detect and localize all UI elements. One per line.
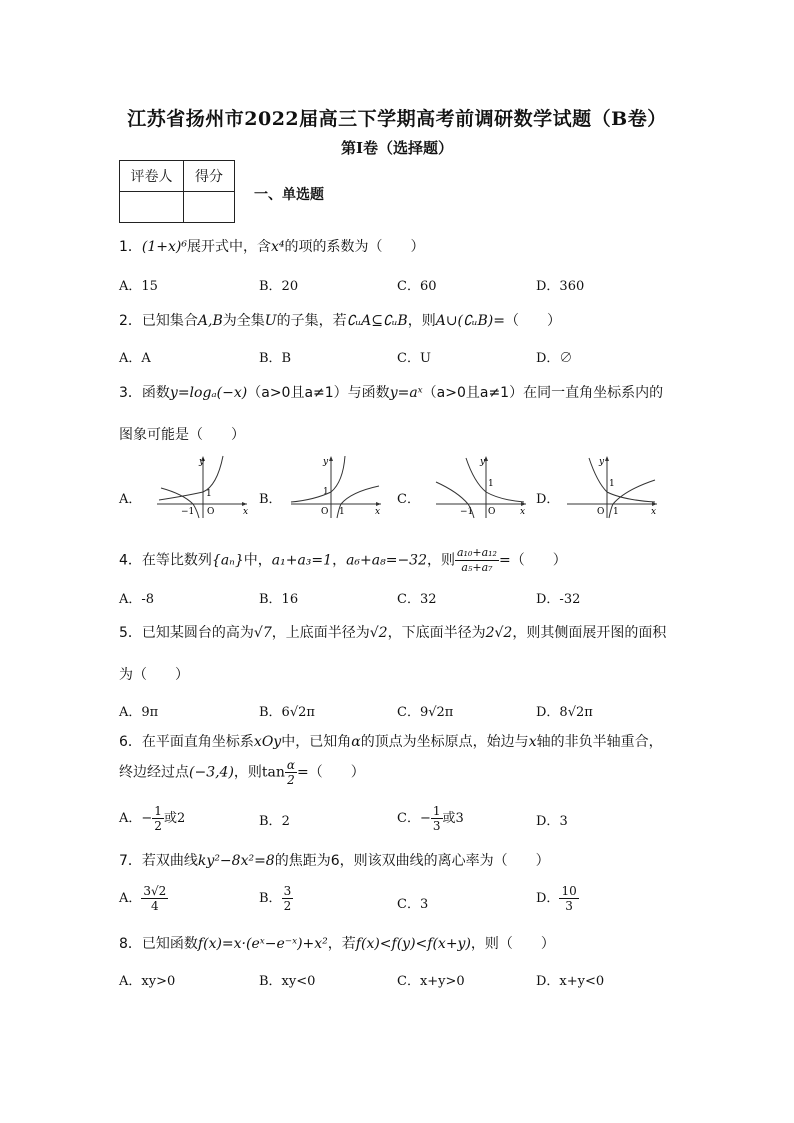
- q4-option-b[interactable]: B．16: [259, 592, 299, 607]
- grader-table: [119, 160, 235, 223]
- q3-option-c[interactable]: C．: [397, 492, 420, 507]
- q8-option-b[interactable]: B．xy<0: [259, 974, 316, 989]
- q8-option-d[interactable]: D．x+y<0: [536, 974, 605, 989]
- exam-subtitle: 第I卷（选择题）: [340, 139, 454, 157]
- svg-text:y: y: [199, 457, 205, 467]
- question-6: 6．在平面直角坐标系xOy中，已知角α的顶点为坐标原点，始边与x轴的非负半轴重合，: [119, 734, 663, 750]
- exam-title: 江苏省扬州市2022届高三下学期高考前调研数学试题（B卷）: [127, 108, 667, 130]
- q2-option-d[interactable]: D．∅: [536, 351, 573, 366]
- q7-option-d[interactable]: D． $\frac{10}{3}$: [536, 884, 577, 913]
- q7-option-a[interactable]: A． $\frac{3√2}{4}$: [119, 884, 167, 913]
- q6-option-d[interactable]: D．3: [536, 814, 568, 829]
- q5-option-d[interactable]: D．8√2π: [536, 705, 593, 720]
- q3-option-d[interactable]: D．: [536, 492, 560, 507]
- svg-text:O: O: [597, 507, 605, 517]
- q8-option-c[interactable]: C．x+y>0: [397, 974, 465, 989]
- svg-text:x: x: [651, 507, 657, 517]
- svg-text:O: O: [488, 507, 496, 517]
- q7-option-b[interactable]: B． $\frac{3}{2}$: [259, 884, 292, 913]
- q4-option-d[interactable]: D．-32: [536, 592, 581, 607]
- q6-option-a[interactable]: A．− $\frac{1}{2}$ 或2: [119, 804, 186, 833]
- q3-option-b[interactable]: B．: [259, 492, 282, 507]
- svg-text:x: x: [375, 507, 381, 517]
- svg-text:O: O: [207, 507, 215, 517]
- q2-option-a[interactable]: A．A: [119, 351, 151, 366]
- q1-option-d[interactable]: D．360: [536, 279, 585, 294]
- question-4: 4．在等比数列{aₙ}中，a₁+a₃=1，a₆+a₈=−32，则 $\frac{\text{a₁₀+a₁₂}}{\text{a₅+a₇}}$ =（ ）: [119, 546, 567, 574]
- q1-option-a[interactable]: A．15: [119, 279, 158, 294]
- question-1: 1．(1+x)⁶展开式中，含x⁴的项的系数为（ ）: [119, 239, 425, 255]
- q3-graph-a: [155, 452, 251, 520]
- q6-option-c[interactable]: C．− $\frac{1}{3}$ 或3: [397, 804, 464, 833]
- q4-option-c[interactable]: C．32: [397, 592, 437, 607]
- svg-text:y: y: [323, 457, 329, 467]
- svg-text:O: O: [321, 507, 329, 517]
- section-heading: 一、单选题: [254, 187, 324, 203]
- q3-graph-b: [289, 452, 385, 520]
- question-3-line2: 图象可能是（ ）: [119, 427, 245, 443]
- svg-text:1: 1: [609, 479, 615, 489]
- svg-text:−1: −1: [181, 507, 195, 517]
- score-cell: [184, 192, 235, 223]
- svg-text:−1: −1: [460, 507, 474, 517]
- svg-text:1: 1: [613, 507, 619, 517]
- q1-option-b[interactable]: B．20: [259, 279, 299, 294]
- svg-text:y: y: [480, 457, 486, 467]
- svg-text:x: x: [520, 507, 526, 517]
- score-header: 得分: [184, 161, 235, 192]
- q6-option-b[interactable]: B．2: [259, 814, 290, 829]
- question-2: 2．已知集合A,B为全集U的子集，若∁ᵤA⊆∁ᵤB，则A∪(∁ᵤB)=（ ）: [119, 313, 561, 329]
- q1-option-c[interactable]: C．60: [397, 279, 437, 294]
- q2-option-b[interactable]: B．B: [259, 351, 292, 366]
- q7-option-c[interactable]: C．3: [397, 897, 429, 912]
- question-5-line2: 为（ ）: [119, 667, 189, 683]
- question-3: 3．函数y=logₐ(−x)（a>0且a≠1）与函数y=aˣ（a>0且a≠1）在同一直角坐标系内的: [119, 385, 664, 401]
- q5-option-b[interactable]: B．6√2π: [259, 705, 315, 720]
- svg-text:y: y: [599, 457, 605, 467]
- question-8: 8．已知函数f(x)=x·(eˣ−e⁻ˣ)+x²，若f(x)<f(y)<f(x+y)，则（ ）: [119, 936, 555, 952]
- svg-text:1: 1: [206, 489, 212, 499]
- q5-option-c[interactable]: C．9√2π: [397, 705, 454, 720]
- q3-option-a[interactable]: A．: [119, 492, 142, 507]
- q3-graph-d: [565, 452, 661, 520]
- svg-text:1: 1: [323, 487, 329, 497]
- grader-header: 评卷人: [120, 161, 184, 192]
- q3-graph-c: [434, 452, 530, 520]
- q5-option-a[interactable]: A．9π: [119, 705, 159, 720]
- svg-text:1: 1: [339, 507, 345, 517]
- svg-text:1: 1: [488, 479, 494, 489]
- question-6-line2: 终边经过点(−3,4)，则tan $\frac{\alpha}{2}$ =（ ）: [119, 758, 365, 787]
- question-5: 5．已知某圆台的高为√7，上底面半径为√2，下底面半径为2√2，则其侧面展开图的面积: [119, 625, 667, 641]
- q2-option-c[interactable]: C．U: [397, 351, 431, 366]
- svg-text:x: x: [243, 507, 249, 517]
- q8-option-a[interactable]: A．xy>0: [119, 974, 176, 989]
- grader-cell: [120, 192, 184, 223]
- q4-option-a[interactable]: A．-8: [119, 592, 155, 607]
- question-7: 7．若双曲线ky²−8x²=8的焦距为6，则该双曲线的离心率为（ ）: [119, 853, 550, 869]
